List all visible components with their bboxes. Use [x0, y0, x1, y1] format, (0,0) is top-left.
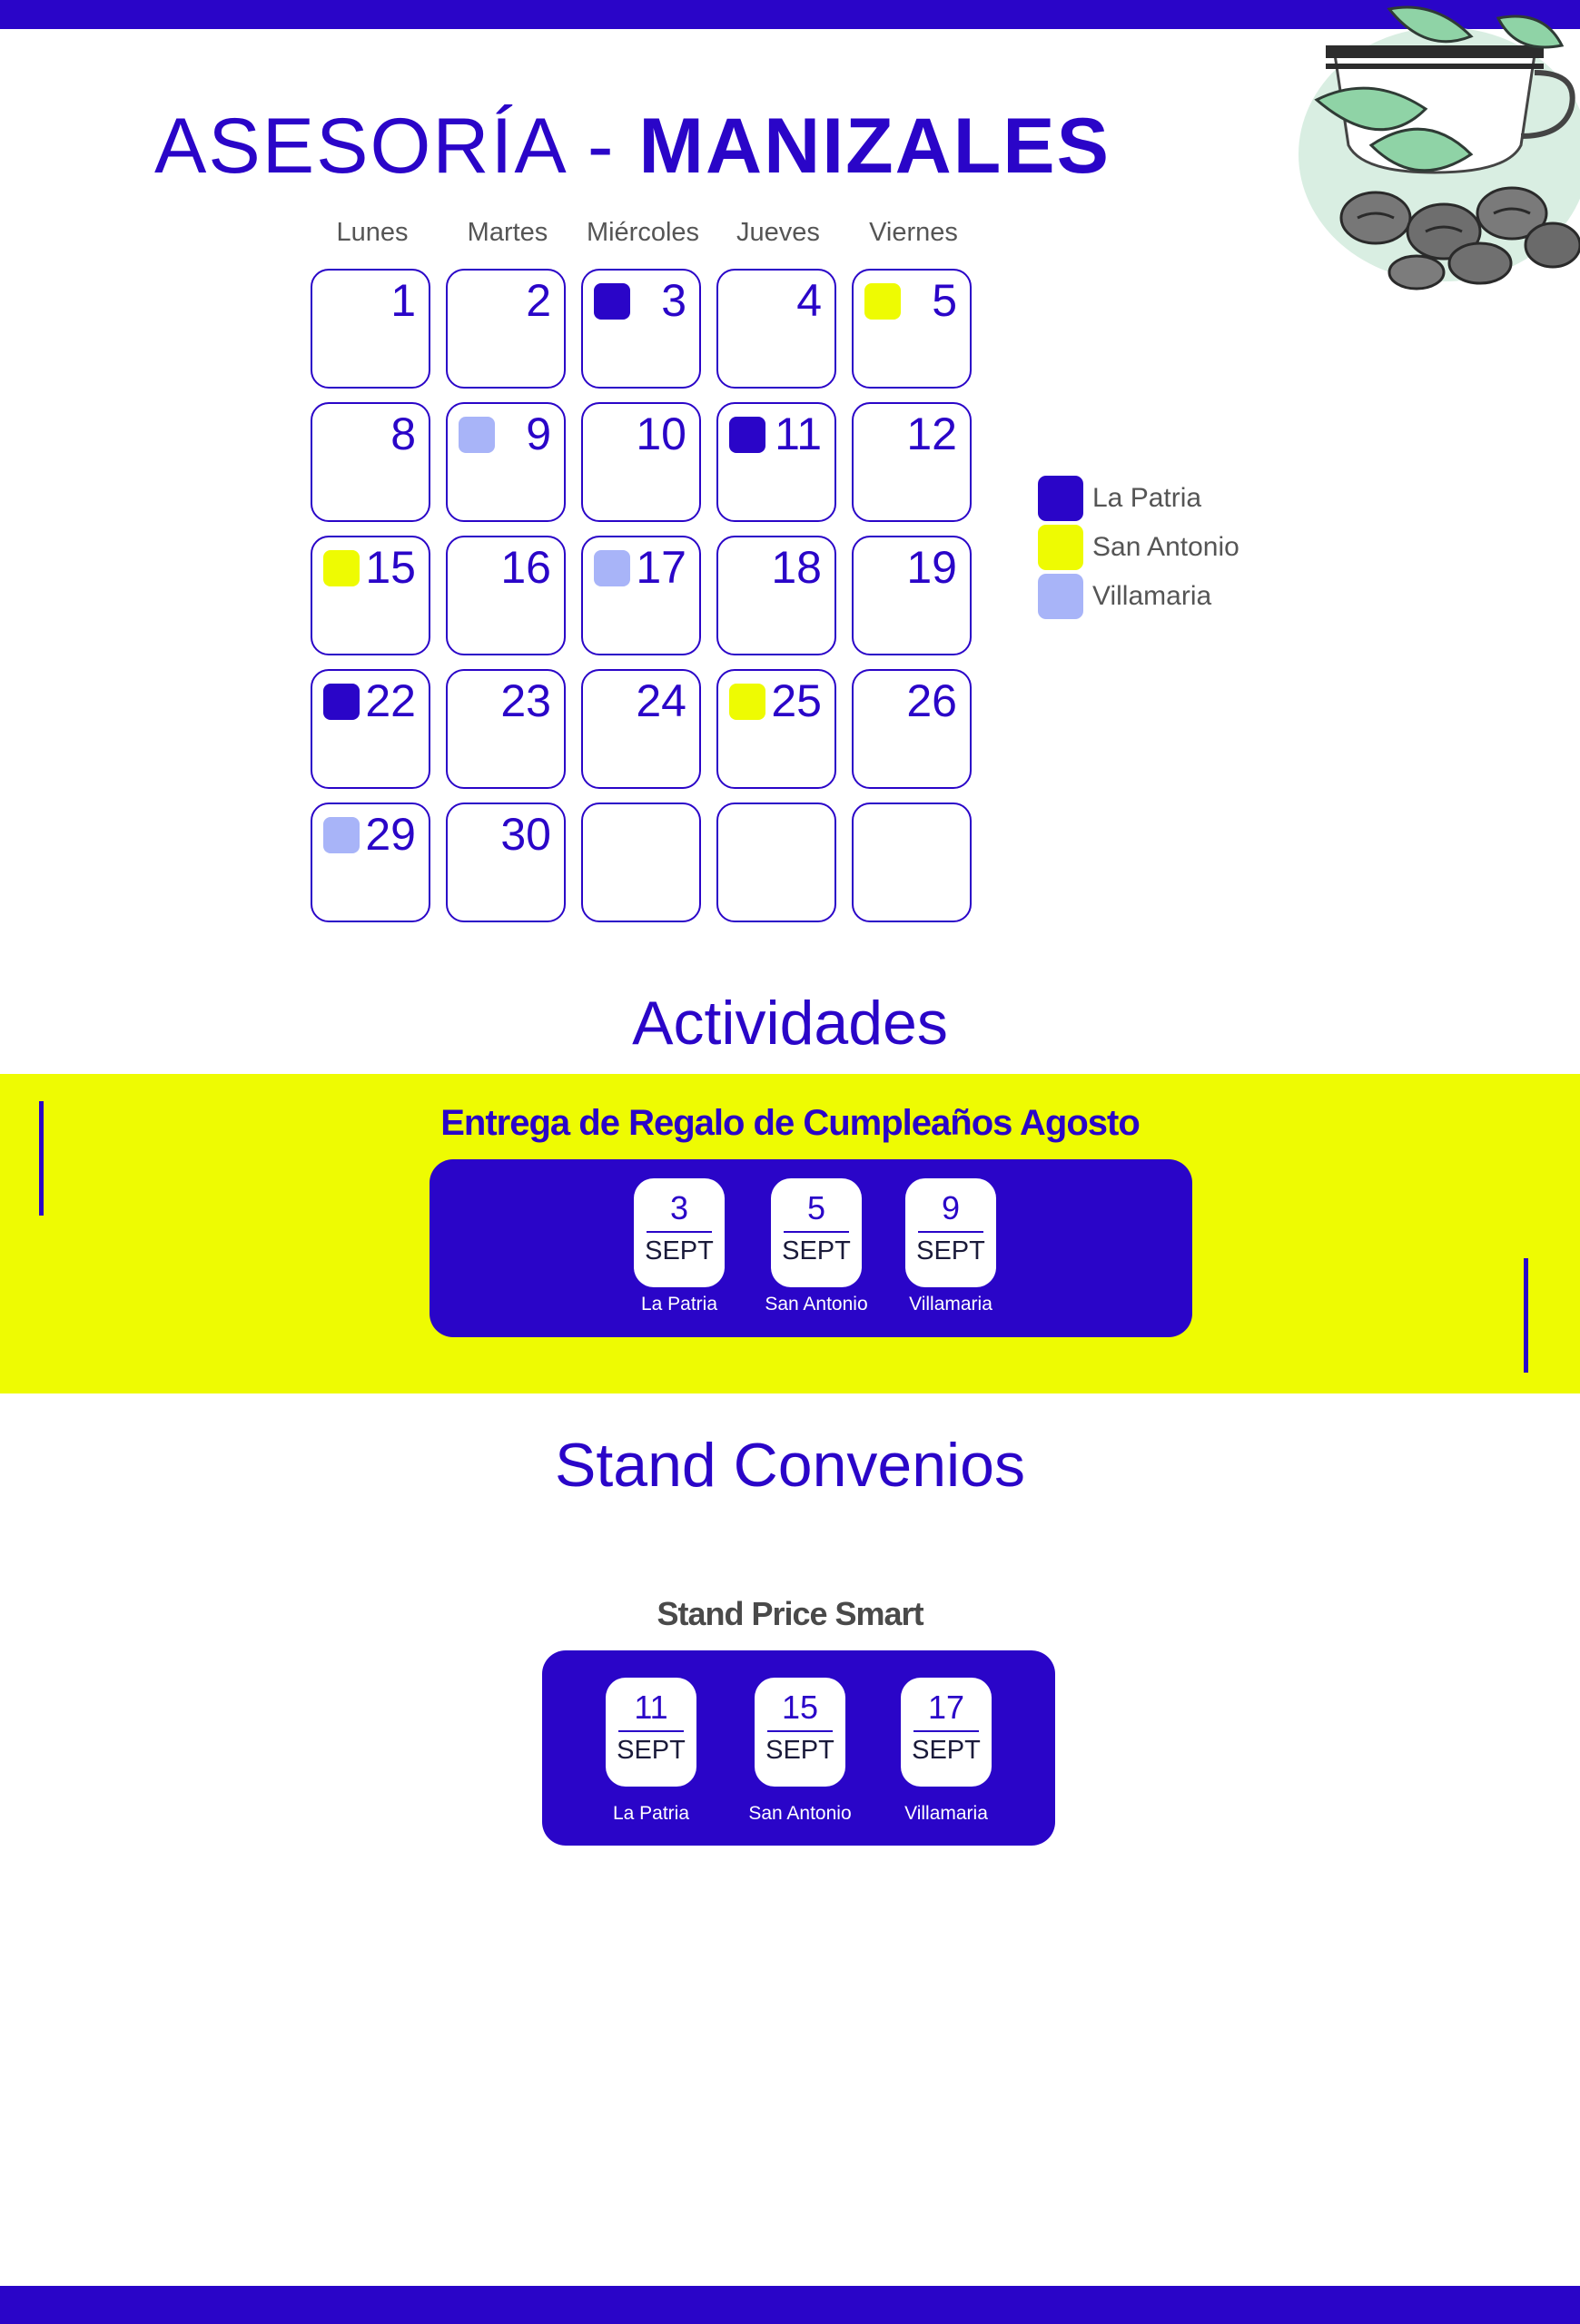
day-number: 4 — [796, 275, 822, 326]
day-location-marker — [323, 550, 360, 586]
date-month: SEPT — [782, 1236, 851, 1265]
calendar-day-18 — [716, 536, 836, 655]
date-divider — [767, 1730, 833, 1732]
day-location-marker — [729, 684, 765, 720]
calendar-day-12 — [852, 402, 972, 522]
calendar-day-empty — [581, 803, 701, 922]
calendar-day-23 — [446, 669, 566, 789]
title-prefix: ASESORÍA - — [154, 103, 639, 190]
day-number: 9 — [526, 409, 551, 459]
day-location-marker — [459, 417, 495, 453]
calendar-day-9 — [446, 402, 566, 522]
date-divider — [647, 1231, 712, 1233]
day-number: 25 — [771, 675, 822, 726]
day-number: 19 — [906, 542, 957, 593]
day-location-marker — [594, 283, 630, 320]
day-number: 17 — [636, 542, 686, 593]
date-location-caption: Villamaria — [909, 1294, 992, 1315]
date-card — [634, 1178, 725, 1287]
date-day: 11 — [634, 1689, 668, 1726]
date-month: SEPT — [645, 1236, 714, 1265]
day-number: 11 — [775, 409, 822, 459]
calendar-day-3 — [581, 269, 701, 389]
day-number: 10 — [636, 409, 686, 459]
page-title — [154, 102, 1111, 192]
date-day: 3 — [669, 1189, 689, 1226]
day-number: 29 — [365, 809, 416, 860]
weekday-miercoles: Miércoles — [586, 218, 700, 247]
date-location-caption: Villamaria — [904, 1803, 988, 1824]
calendar-day-25 — [716, 669, 836, 789]
weekday-viernes: Viernes — [869, 218, 958, 247]
calendar-day-8 — [311, 402, 430, 522]
date-location-caption: La Patria — [640, 1294, 718, 1315]
legend-item — [1038, 523, 1239, 572]
date-month: SEPT — [617, 1736, 686, 1765]
day-number: 2 — [526, 275, 551, 326]
calendar-day-22 — [311, 669, 430, 789]
calendar-day-empty — [716, 803, 836, 922]
calendar-day-30 — [446, 803, 566, 922]
day-number: 16 — [500, 542, 551, 593]
day-location-marker — [594, 550, 630, 586]
date-month: SEPT — [765, 1736, 834, 1765]
legend-label: La Patria — [1092, 483, 1202, 513]
legend-swatch — [1038, 476, 1083, 521]
date-card — [901, 1678, 992, 1787]
bottom-accent-bar — [0, 2286, 1580, 2324]
day-number: 5 — [932, 275, 957, 326]
date-divider — [918, 1231, 983, 1233]
calendar-day-11 — [716, 402, 836, 522]
date-card — [755, 1678, 845, 1787]
day-location-marker — [323, 817, 360, 853]
day-location-marker — [864, 283, 901, 320]
activities-heading: Actividades — [632, 989, 948, 1058]
date-divider — [784, 1231, 849, 1233]
day-number: 26 — [906, 675, 957, 726]
coffee-cup-beans-illustration — [1289, 0, 1580, 290]
legend-item — [1038, 572, 1239, 621]
date-card — [771, 1178, 862, 1287]
decorative-right-line — [1524, 1258, 1528, 1373]
date-card — [606, 1678, 696, 1787]
day-number: 15 — [365, 542, 416, 593]
date-card — [905, 1178, 996, 1287]
date-location-caption: San Antonio — [748, 1803, 852, 1824]
date-location-caption: San Antonio — [765, 1294, 868, 1315]
day-number: 1 — [390, 275, 416, 326]
legend-label: San Antonio — [1092, 532, 1239, 562]
day-number: 30 — [500, 809, 551, 860]
calendar-day-10 — [581, 402, 701, 522]
calendar-day-26 — [852, 669, 972, 789]
date-day: 9 — [941, 1189, 961, 1226]
calendar-day-5 — [852, 269, 972, 389]
weekday-martes: Martes — [467, 218, 548, 247]
calendar-day-empty — [852, 803, 972, 922]
weekday-jueves: Jueves — [736, 218, 820, 247]
calendar-legend — [1038, 474, 1239, 621]
day-number: 18 — [771, 542, 822, 593]
calendar-day-16 — [446, 536, 566, 655]
day-location-marker — [729, 417, 765, 453]
day-number: 22 — [365, 675, 416, 726]
legend-item — [1038, 474, 1239, 523]
weekday-lunes: Lunes — [336, 218, 409, 247]
day-number: 3 — [661, 275, 686, 326]
day-number: 24 — [636, 675, 686, 726]
date-day: 5 — [806, 1189, 826, 1226]
calendar-day-15 — [311, 536, 430, 655]
calendar-day-19 — [852, 536, 972, 655]
legend-swatch — [1038, 574, 1083, 619]
calendar-day-1 — [311, 269, 430, 389]
day-number: 8 — [390, 409, 416, 459]
stand-event-title: Stand Price Smart — [657, 1595, 923, 1632]
calendar-day-29 — [311, 803, 430, 922]
date-month: SEPT — [912, 1736, 981, 1765]
date-divider — [618, 1730, 684, 1732]
legend-label: Villamaria — [1092, 581, 1212, 611]
legend-swatch — [1038, 525, 1083, 570]
calendar-day-24 — [581, 669, 701, 789]
day-number: 12 — [906, 409, 957, 459]
day-location-marker — [323, 684, 360, 720]
birthday-gift-event-title: Entrega de Regalo de Cumpleaños Agosto — [440, 1103, 1140, 1143]
calendar-day-2 — [446, 269, 566, 389]
date-month: SEPT — [916, 1236, 985, 1265]
date-divider — [913, 1730, 979, 1732]
title-city: MANIZALES — [638, 103, 1111, 190]
date-day: 15 — [781, 1689, 819, 1726]
day-number: 23 — [500, 675, 551, 726]
date-location-caption: La Patria — [612, 1803, 690, 1824]
stand-heading: Stand Convenios — [555, 1431, 1025, 1500]
calendar-day-17 — [581, 536, 701, 655]
calendar-day-4 — [716, 269, 836, 389]
date-day: 17 — [927, 1689, 965, 1726]
